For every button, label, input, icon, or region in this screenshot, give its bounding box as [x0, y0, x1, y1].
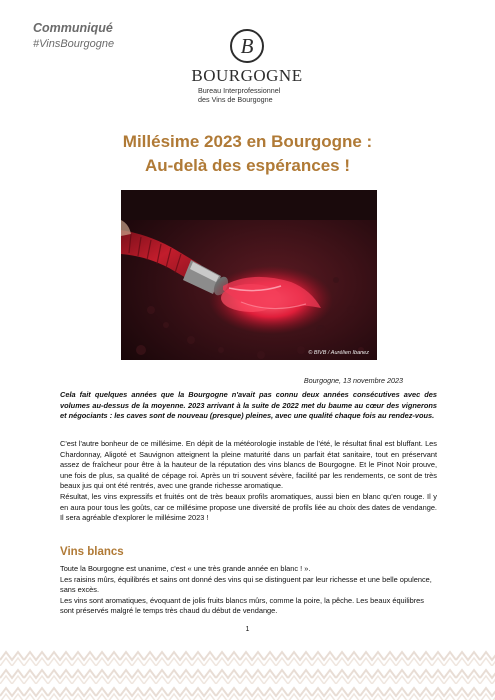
vins-blancs-line-3: Les vins sont aromatiques, évoquant de jolis fruits blancs mûrs, comme la poire, la pêche. Les beaux équilibres sont préservés malgré le temps très chaud du début de vendange.	[60, 595, 424, 616]
logo-brand: BOURGOGNE	[191, 66, 303, 85]
vins-blancs-line-1: Toute la Bourgogne est unanime, c'est « une très grande année en blanc ! ».	[60, 564, 311, 573]
vins-blancs-section	[60, 564, 437, 617]
logo-sub-line2: des Vins de Bourgogne	[198, 95, 273, 104]
footer-pattern	[0, 648, 495, 700]
bivb-logo	[186, 28, 308, 104]
main-title-line2: Au-delà des espérances !	[144, 156, 351, 175]
hashtag-label: #VinsBourgogne	[33, 38, 115, 50]
body-paragraph-1: C'est l'autre bonheur de ce millésime. En dépit de la météorologie instable de l'été, le résultat final est bluffant. Les Chardonnay, Aligoté et Sauvignon atteignent la pleine maturité dans un parfait état sanitaire, tout en préservant assez de fraîcheur pour être à la hauteur de la réputation des vins blancs de Bourgogne. Et le Pinot Noir prouve, une fois de plus, sa qualité de cépage roi. Après un tri souvent sévère, facilité par les rendements, ce sont de très beaux jus qui ont été rentrés, avec une grande richesse aromatique.	[60, 439, 437, 491]
communique-label: Communiqué	[33, 21, 113, 35]
intro-paragraph: Cela fait quelques années que la Bourgogne n'avait pas connu deux années consécutives avec des volumes au-dessus de la moyenne. 2023 arrivant à la suite de 2022 met du baume au cœur des vignerons et négociants : les caves sont de nouveau (presque) pleines, avec une qualité chaque fois au rendez-vous.	[60, 390, 437, 421]
header-left	[33, 21, 114, 50]
main-title-line1: Millésime 2023 en Bourgogne :	[122, 132, 373, 151]
body-section	[60, 439, 437, 524]
body-paragraph-2: Résultat, les vins expressifs et fruités ont de très beaux profils aromatiques, aussi bien en blanc qu'en rouge. Il y en aura pour tous les goûts, car ce millésime propose une diversité de profils liée au choix des dates de vendange. Il sera agréable d'explorer le millésime 2023 !	[60, 491, 437, 523]
vins-blancs-line-2: Les raisins mûrs, équilibrés et sains ont donné des vins qui se distinguent par leur richesse et une belle opulence, sans excès.	[60, 574, 432, 595]
press-date: Bourgogne, 13 novembre 2023	[303, 376, 403, 385]
photo-credit: © BIVB / Aurélien Ibanez	[308, 350, 369, 356]
page-number: 1	[245, 626, 250, 633]
wine-photo	[121, 190, 377, 360]
logo-letter: B	[240, 34, 254, 58]
logo-emblem-icon	[229, 28, 265, 64]
section-heading-vins-blancs: Vins blancs	[60, 546, 124, 558]
wine-pump-image	[121, 190, 377, 360]
logo-sub-line1: Bureau Interprofessionnel	[198, 86, 281, 95]
